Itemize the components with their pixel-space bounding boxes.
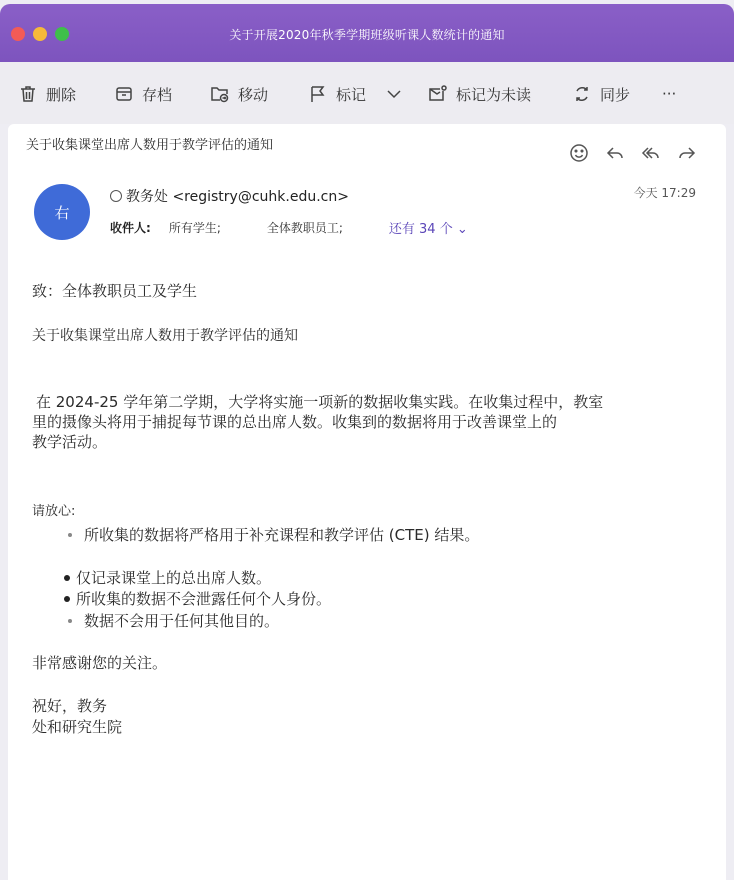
folder-move-icon [210, 84, 230, 104]
toolbar [0, 62, 734, 124]
flag-dropdown-button[interactable] [384, 82, 404, 106]
body-heading: 关于收集课堂出席人数用于教学评估的通知 [32, 328, 298, 344]
window-title: 关于开展2020年秋季学期班级听课人数统计的通知 [229, 28, 505, 42]
contact-status-icon [110, 190, 122, 202]
envelope-unread-icon [428, 84, 448, 104]
body-paragraph-line: 教学活动。 [32, 433, 108, 451]
mark-unread-button[interactable] [428, 82, 531, 106]
move-button[interactable] [210, 82, 268, 106]
sender-address: 教务处 <registry@cuhk.edu.cn> [126, 189, 349, 205]
more-button[interactable] [662, 82, 676, 106]
message-panel [8, 124, 726, 880]
list-item [64, 588, 331, 609]
reassure-label: 请放心: [32, 504, 76, 519]
bullet-dot [64, 575, 70, 581]
archive-icon [114, 84, 134, 104]
bullet-dot [68, 619, 72, 623]
list-item-text: 仅记录课堂上的总出席人数。 [76, 569, 272, 587]
sync-button[interactable] [572, 82, 630, 106]
greeting-text: 致：全体教职员工及学生 [32, 282, 198, 300]
signature-line: 处和研究生院 [32, 718, 123, 736]
sender-line[interactable] [110, 186, 349, 206]
recipients-line [110, 218, 468, 237]
flag-icon [308, 84, 328, 104]
bullet-dot [64, 596, 70, 602]
move-label: 移动 [238, 85, 269, 104]
sync-icon [572, 84, 592, 104]
sync-label: 同步 [600, 85, 631, 104]
more-icon: ··· [662, 85, 677, 103]
more-recipients-link[interactable]: 还有 34 个 ⌄ [388, 222, 468, 237]
thanks-text: 非常感谢您的关注。 [32, 654, 168, 672]
delete-button[interactable] [18, 82, 76, 106]
list-item-text: 所收集的数据将严格用于补充课程和教学评估 (CTE) 结果。 [84, 526, 480, 544]
list-item [68, 524, 479, 545]
list-item [68, 610, 279, 631]
bullet-dot [68, 533, 72, 537]
title-bar [0, 4, 734, 62]
body-paragraph [32, 392, 682, 452]
archive-button[interactable] [114, 82, 172, 106]
archive-label: 存档 [142, 85, 173, 104]
flag-label: 标记 [336, 85, 367, 104]
forward-icon[interactable] [676, 142, 698, 164]
message-subject: 关于收集课堂出席人数用于教学评估的通知 [26, 138, 274, 153]
delete-label: 删除 [46, 85, 77, 104]
smiley-icon[interactable] [568, 142, 590, 164]
mark-unread-label: 标记为未读 [456, 85, 532, 104]
signature-line: 祝好，教务 [32, 697, 108, 715]
recipient-item[interactable]: 全体教职员工; [266, 221, 343, 235]
body-paragraph-line: 里的摄像头将用于捕捉每节课的总出席人数。收集到的数据将用于改善课堂上的 [32, 413, 558, 431]
trash-icon [18, 84, 38, 104]
list-item [64, 567, 271, 588]
message-time: 今天 17:29 [633, 186, 696, 200]
body-paragraph-line: 在 2024-25 学年第二学期，大学将实施一项新的数据收集实践。在收集过程中，教室 [36, 393, 604, 411]
list-item-text: 数据不会用于任何其他目的。 [84, 612, 280, 630]
flag-button[interactable] [308, 82, 366, 106]
signature [32, 696, 122, 738]
reply-all-icon[interactable] [640, 142, 662, 164]
sender-avatar: 右 [34, 184, 90, 240]
recipients-label: 收件人: [110, 221, 151, 235]
recipient-item[interactable]: 所有学生; [168, 221, 221, 235]
list-item-text: 所收集的数据不会泄露任何个人身份。 [76, 590, 332, 608]
reply-icon[interactable] [604, 142, 626, 164]
chevron-down-icon [384, 84, 404, 104]
message-actions [568, 142, 698, 164]
